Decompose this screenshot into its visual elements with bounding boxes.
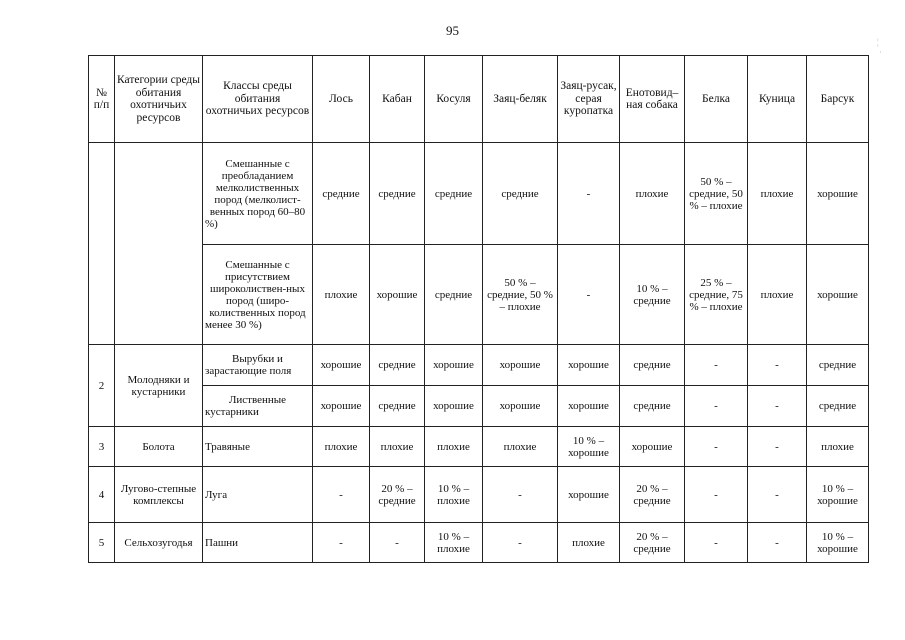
table-row [89,427,869,467]
value-cell: плохие [807,427,869,467]
value-cell: средние [370,345,425,386]
value-cell: хорошие [483,345,558,386]
value-cell: плохие [748,245,807,345]
value-cell: хорошие [425,345,483,386]
value-cell: средние [620,386,685,427]
value-cell: - [558,143,620,245]
value-cell: плохие [313,245,370,345]
value-cell: средние [313,143,370,245]
value-cell: плохие [558,523,620,563]
row-number: 2 [89,345,115,427]
column-header: Белка [685,56,748,143]
category-cell: Болота [115,427,203,467]
class-cell: Пашни [203,523,313,563]
value-cell: плохие [483,427,558,467]
value-cell: - [748,345,807,386]
table-row [89,143,869,245]
header-row [89,56,869,143]
class-cell: Луга [203,467,313,523]
value-cell: средние [807,345,869,386]
value-cell: плохие [748,143,807,245]
column-header: Классы среды обитания охотничьих ресурсов [203,56,313,143]
value-cell: плохие [313,427,370,467]
value-cell: - [685,427,748,467]
column-header: Лось [313,56,370,143]
value-cell: хорошие [370,245,425,345]
value-cell: хорошие [558,386,620,427]
value-cell: - [685,386,748,427]
table-row [89,345,869,386]
column-header: Енотовид–ная собака [620,56,685,143]
value-cell: - [685,345,748,386]
value-cell: - [558,245,620,345]
column-header: Барсук [807,56,869,143]
scan-speck: ¦ [877,37,879,47]
habitat-quality-table [88,55,869,563]
value-cell: средние [620,345,685,386]
value-cell: - [748,427,807,467]
value-cell: хорошие [558,345,620,386]
value-cell: хорошие [313,386,370,427]
table-row [89,245,869,345]
value-cell: плохие [620,143,685,245]
row-number: 5 [89,523,115,563]
value-cell: - [685,523,748,563]
column-header: Куница [748,56,807,143]
category-cell: Молодняки и кустарники [115,345,203,427]
value-cell: средние [425,245,483,345]
column-header: Категории среды обитания охотничьих ресурсов [115,56,203,143]
value-cell: средние [483,143,558,245]
value-cell: - [748,467,807,523]
class-cell: Травяные [203,427,313,467]
value-cell: средние [370,386,425,427]
class-cell: Вырубки и зарастающие поля [203,345,313,386]
value-cell: - [483,523,558,563]
column-header: № п/п [89,56,115,143]
value-cell: средние [370,143,425,245]
value-cell: 25 % – средние, 75 % – плохие [685,245,748,345]
value-cell: - [748,386,807,427]
value-cell: 10 % – хорошие [558,427,620,467]
value-cell: 20 % – средние [620,523,685,563]
value-cell: хорошие [807,245,869,345]
column-header: Заяц-беляк [483,56,558,143]
column-header: Кабан [370,56,425,143]
value-cell: 20 % – средние [620,467,685,523]
value-cell: хорошие [483,386,558,427]
value-cell: 20 % – средние [370,467,425,523]
value-cell: 50 % – средние, 50 % – плохие [483,245,558,345]
category-cell: Сельхозугодья [115,523,203,563]
column-header: Заяц-русак, серая куропатка [558,56,620,143]
scan-speck: · [879,47,882,57]
value-cell: хорошие [620,427,685,467]
page-number: 95 [446,23,459,38]
value-cell: хорошие [425,386,483,427]
value-cell: - [313,467,370,523]
value-cell: - [313,523,370,563]
row-number: 4 [89,467,115,523]
value-cell: - [370,523,425,563]
table-row [89,386,869,427]
value-cell: 50 % – средние, 50 % – плохие [685,143,748,245]
value-cell: 10 % – средние [620,245,685,345]
value-cell: 10 % – плохие [425,523,483,563]
value-cell: хорошие [807,143,869,245]
value-cell: 10 % – плохие [425,467,483,523]
value-cell: 10 % – хорошие [807,523,869,563]
value-cell: - [685,467,748,523]
value-cell: - [483,467,558,523]
value-cell: - [748,523,807,563]
column-header: Косуля [425,56,483,143]
class-cell: Смешанные с присутствием широколиствен-ных пород (широ-колиственных пород менее 30 %) [203,245,313,345]
category-cell [115,143,203,345]
value-cell: средние [807,386,869,427]
value-cell: хорошие [558,467,620,523]
value-cell: плохие [370,427,425,467]
value-cell: средние [425,143,483,245]
category-cell: Лугово-степные комплексы [115,467,203,523]
table-row [89,467,869,523]
value-cell: хорошие [313,345,370,386]
value-cell: 10 % – хорошие [807,467,869,523]
class-cell: Лиственные кустарники [203,386,313,427]
row-number [89,143,115,345]
class-cell: Смешанные с преобладанием мелколиственных пород (мелколист-венных пород 60–80 %) [203,143,313,245]
value-cell: плохие [425,427,483,467]
table-row [89,523,869,563]
row-number: 3 [89,427,115,467]
